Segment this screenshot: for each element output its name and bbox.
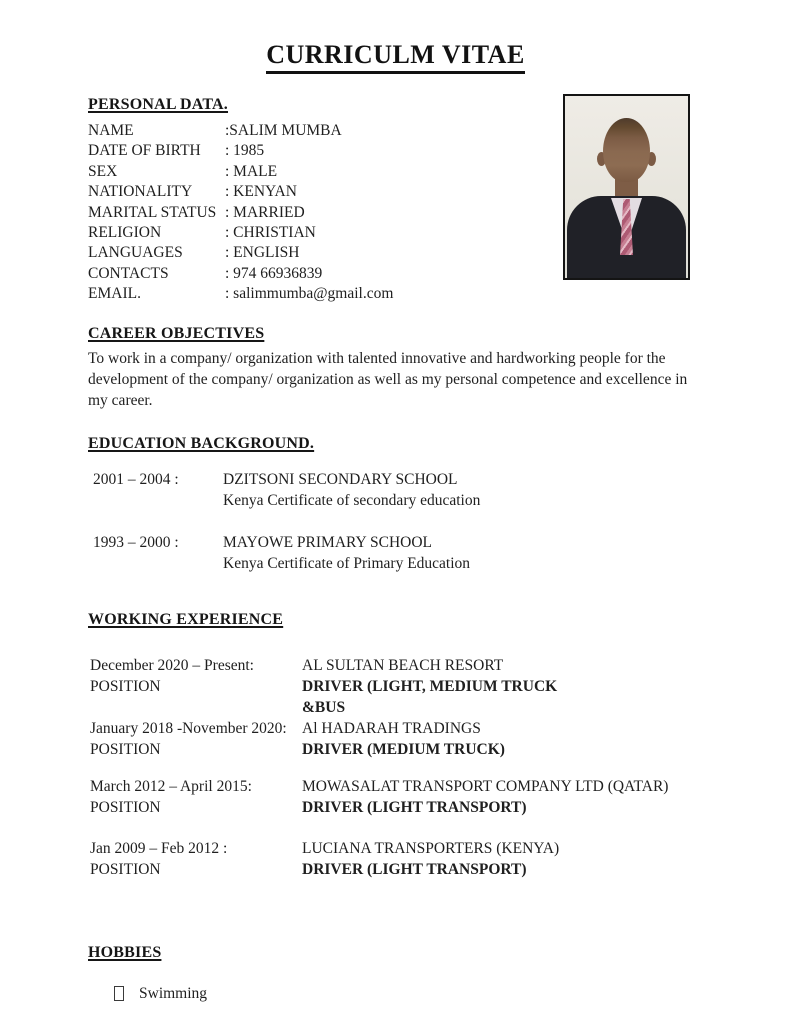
education-heading: EDUCATION BACKGROUND. bbox=[88, 434, 315, 452]
experience-position-row bbox=[88, 859, 751, 880]
page-title: CURRICULM VITAE bbox=[266, 40, 525, 74]
experience-company-row bbox=[88, 838, 751, 859]
education-period: 2001 – 2004 : bbox=[93, 470, 179, 488]
position-label: POSITION bbox=[90, 798, 161, 816]
personal-label: LANGUAGES bbox=[88, 244, 183, 262]
experience-position-row bbox=[88, 676, 751, 718]
experience-position-row bbox=[88, 797, 751, 818]
hobbies-section bbox=[88, 944, 751, 1004]
personal-data-heading: PERSONAL DATA. bbox=[88, 96, 229, 113]
experience-company-row bbox=[88, 655, 751, 676]
education-certificate: Kenya Certificate of Primary Education bbox=[223, 555, 471, 573]
applicant-photo bbox=[563, 94, 690, 280]
education-period: 1993 – 2000 : bbox=[93, 533, 179, 551]
experience-company: LUCIANA TRANSPORTERS (KENYA) bbox=[302, 839, 560, 857]
experience-company-row bbox=[88, 718, 751, 739]
personal-label: NAME bbox=[88, 122, 134, 139]
experience-period: January 2018 -November 2020: bbox=[90, 719, 287, 737]
experience-company: MOWASALAT TRANSPORT COMPANY LTD (QATAR) bbox=[302, 777, 669, 795]
experience-period: December 2020 – Present: bbox=[90, 656, 254, 674]
experience-entry bbox=[88, 838, 751, 880]
position-label: POSITION bbox=[90, 677, 161, 695]
personal-label: NATIONALITY bbox=[88, 183, 193, 201]
hobby-item bbox=[114, 984, 751, 1004]
education-entry bbox=[88, 532, 751, 575]
experience-period: Jan 2009 – Feb 2012 : bbox=[90, 839, 228, 857]
personal-value: : MARRIED bbox=[225, 203, 305, 221]
education-school: DZITSONI SECONDARY SCHOOL bbox=[223, 470, 458, 488]
experience-period: March 2012 – April 2015: bbox=[90, 777, 252, 795]
personal-label: SEX bbox=[88, 162, 118, 180]
photo-head bbox=[603, 118, 650, 182]
education-detail bbox=[223, 532, 751, 575]
personal-value: : ENGLISH bbox=[225, 244, 300, 262]
missing-glyph-bullet-icon bbox=[114, 986, 124, 1001]
experience-role: DRIVER (LIGHT TRANSPORT) bbox=[302, 860, 527, 878]
experience-company-row bbox=[88, 776, 751, 797]
experience-company: AL SULTAN BEACH RESORT bbox=[302, 656, 504, 674]
personal-value: : 974 66936839 bbox=[225, 264, 323, 282]
personal-value: :SALIM MUMBA bbox=[225, 122, 342, 139]
education-certificate: Kenya Certificate of secondary education bbox=[223, 492, 481, 510]
personal-value: : MALE bbox=[225, 162, 278, 180]
personal-value: : KENYAN bbox=[225, 183, 297, 201]
education-detail bbox=[223, 469, 751, 512]
experience-role: DRIVER (MEDIUM TRUCK) bbox=[302, 740, 505, 758]
education-section bbox=[88, 435, 751, 575]
personal-row bbox=[88, 284, 751, 304]
working-experience-section bbox=[88, 611, 751, 880]
personal-label: MARITAL STATUS bbox=[88, 203, 217, 221]
career-objectives-section bbox=[88, 325, 751, 411]
experience-position-row bbox=[88, 739, 751, 760]
experience-entry bbox=[88, 718, 751, 760]
career-objectives-heading: CAREER OBJECTIVES bbox=[88, 324, 265, 342]
photo-background bbox=[565, 96, 688, 278]
experience-entry bbox=[88, 776, 751, 818]
hobby-label: Swimming bbox=[139, 984, 208, 1002]
personal-label: DATE OF BIRTH bbox=[88, 142, 201, 160]
experience-entry bbox=[88, 655, 751, 718]
position-label: POSITION bbox=[90, 860, 161, 878]
position-label: POSITION bbox=[90, 740, 161, 758]
personal-value: : salimmumba@gmail.com bbox=[225, 285, 394, 303]
career-objectives-text: To work in a company/ organization with talented innovative and hardworking people for the development of the company/ organization as well as my personal competence and excellence in my career. bbox=[88, 349, 688, 409]
personal-label: RELIGION bbox=[88, 224, 162, 242]
working-experience-heading: WORKING EXPERIENCE bbox=[88, 610, 284, 628]
experience-company: Al HADARAH TRADINGS bbox=[302, 719, 481, 737]
personal-value: : 1985 bbox=[225, 142, 265, 160]
title-row bbox=[0, 0, 791, 74]
personal-label: EMAIL. bbox=[88, 285, 141, 303]
education-entry bbox=[88, 469, 751, 512]
experience-role: DRIVER (LIGHT, MEDIUM TRUCK &BUS bbox=[302, 677, 558, 716]
hobbies-heading: HOBBIES bbox=[88, 943, 162, 961]
experience-role: DRIVER (LIGHT TRANSPORT) bbox=[302, 798, 527, 816]
personal-label: CONTACTS bbox=[88, 264, 169, 282]
personal-value: : CHRISTIAN bbox=[225, 224, 316, 242]
education-school: MAYOWE PRIMARY SCHOOL bbox=[223, 533, 432, 551]
